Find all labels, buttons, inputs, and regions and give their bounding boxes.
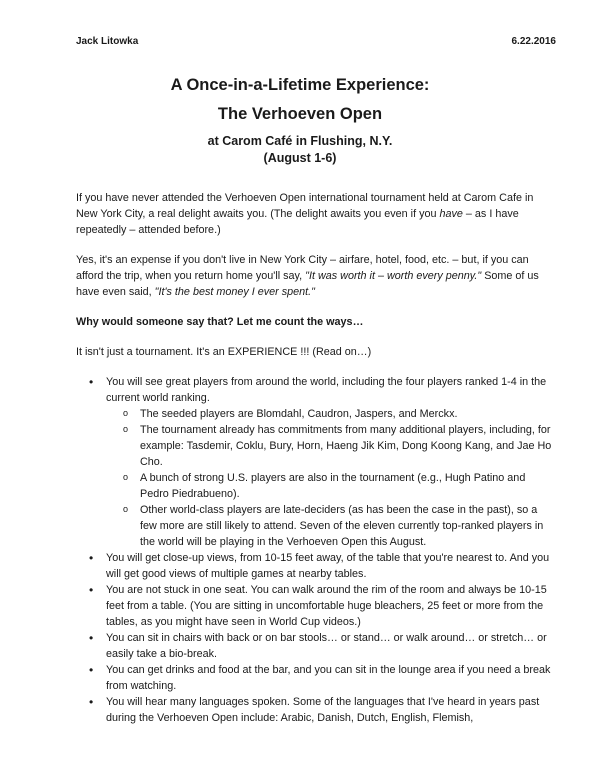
paragraph-emphasis: have	[439, 208, 463, 220]
paragraph-expense	[76, 252, 554, 300]
paragraph-text: – as I have repeatedly – attended before.)	[76, 208, 519, 236]
list-item: • You can get drinks and food at the bar, and you can sit in the lounge area if you need a break from watching.	[106, 662, 554, 694]
title-line-2: The Verhoeven Open	[217, 105, 383, 123]
list-item: • You can sit in chairs with back or on bar stools… or stand… or walk around… or stretch… or easily take a bio-break.	[106, 630, 554, 662]
sub-list-item: o Other world-class players are late-deciders (as has been the case in the past), so a few more are still likely to attend. Seven of the eleven currently top-ranked players in the world will be playing in the Verhoeven Open this August.	[140, 502, 554, 550]
quote-1: "It was worth it – worth every penny."	[305, 270, 482, 282]
document-date: 6.22.2016	[511, 36, 556, 47]
sub-list-item: o The seeded players are Blomdahl, Caudron, Jaspers, and Merckx.	[140, 406, 554, 422]
paragraph-question: Why would someone say that? Let me count the ways…	[76, 316, 364, 328]
quote-2: "It's the best money I ever spent."	[154, 286, 316, 298]
bullet-list	[76, 374, 554, 726]
list-item: • You are not stuck in one seat. You can walk around the rim of the room and always be 10-15 feet from a table. (You are sitting in uncomfortable huge bleachers, 25 feet or more from the tables, as you might have seen in World Cup videos.)	[106, 582, 554, 630]
paragraph-text: If you have never attended the Verhoeven Open international tournament held at Carom Cafe in New York City, a real delight awaits you. (The delight awaits you even if you	[76, 192, 534, 220]
sub-bullet-list	[106, 406, 554, 550]
title-line-1: A Once-in-a-Lifetime Experience:	[170, 76, 430, 94]
paragraph-intro	[76, 190, 554, 238]
paragraph-text: Yes, it's an expense if you don't live in New York City – airfare, hotel, food, etc. – but, if you can afford the trip, when you return home you'll say,	[76, 254, 529, 282]
list-item: • You will get close-up views, from 10-15 feet away, of the table that you're nearest to. And you will get good views of multiple games at nearby tables.	[106, 550, 554, 582]
paragraph-experience: It isn't just a tournament. It's an EXPERIENCE !!! (Read on…)	[76, 346, 372, 358]
title-line-3: at Carom Café in Flushing, N.Y.	[207, 134, 393, 148]
list-item	[106, 374, 554, 550]
list-item-text: You will see great players from around the world, including the four players ranked 1-4 in the current world ranking.	[106, 376, 547, 404]
title-line-4: (August 1-6)	[263, 151, 337, 165]
sub-list-item: o The tournament already has commitments from many additional players, including, for example: Tasdemir, Coklu, Bury, Horn, Haeng Jik Kim, Dong Koong Kang, and Jae Ho Cho.	[140, 422, 554, 470]
list-item: • You will hear many languages spoken. Some of the languages that I've heard in years past during the Verhoeven Open include: Arabic, Danish, Dutch, English, Flemish,	[106, 694, 554, 726]
paragraph-text: Some of us have even said,	[76, 270, 539, 298]
author-name: Jack Litowka	[76, 36, 139, 47]
sub-list-item: o A bunch of strong U.S. players are also in the tournament (e.g., Hugh Patino and Pedro Piedrabueno).	[140, 470, 554, 502]
document-body	[76, 190, 554, 726]
